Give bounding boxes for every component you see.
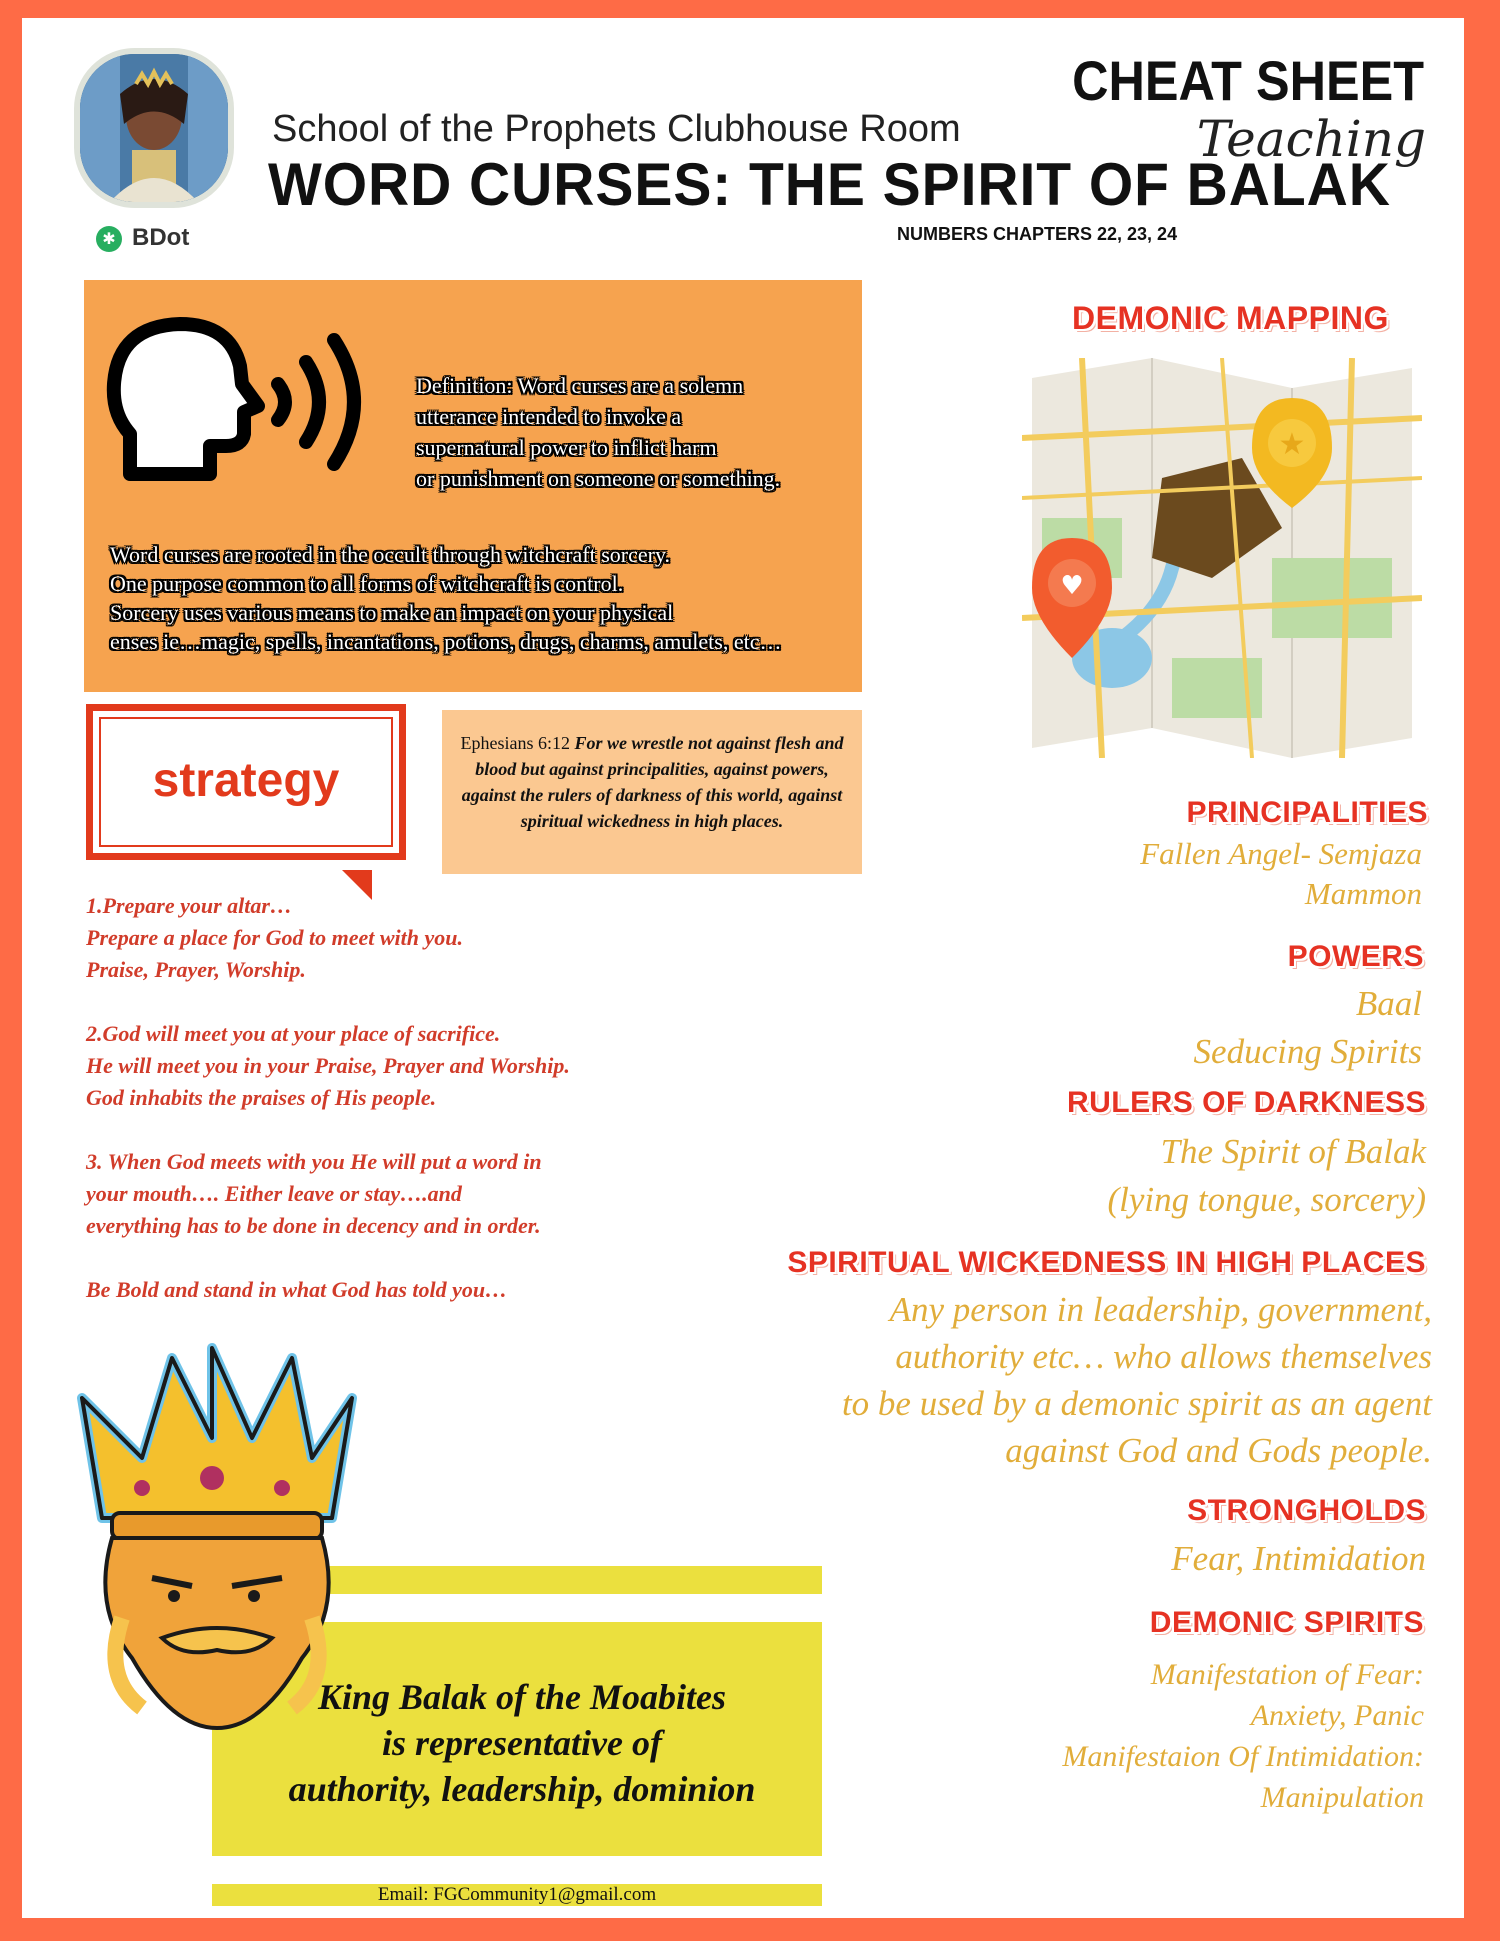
definition-line: supernatural power to inflict harm [416, 435, 717, 460]
page-title: WORD CURSES: THE SPIRIT OF BALAK [268, 151, 1391, 218]
demonic-spirits-list: Manifestation of Fear: Anxiety, Panic Manifestaion Of Intimidation: Manipulation [1062, 1658, 1424, 1814]
step-1: 1.Prepare your altar… Prepare a place for God to meet with you. Praise, Prayer, Worship. [86, 893, 464, 982]
definition-line: or punishment on someone or something. [416, 466, 781, 491]
occult-text [110, 540, 781, 656]
step-3: 3. When God meets with you He will put a word in your mouth…. Either leave or stay….and everything has to be done in decency and in order. [86, 1149, 542, 1238]
speaking-head-icon [102, 314, 402, 484]
wickedness-heading: SPIRITUAL WICKEDNESS IN HIGH PLACES [787, 1246, 1426, 1279]
clubhouse-icon: ✱ [96, 226, 122, 252]
scripture-verse: For we wrestle not against flesh and blood but against principalities, against powers, against the rulers of darkness of this world, against spiritual wickedness in high places. [461, 733, 844, 831]
demonic-spirits-heading: DEMONIC SPIRITS [1149, 1606, 1424, 1639]
svg-text:★: ★ [1278, 427, 1306, 462]
step-2: 2.God will meet you at your place of sacrifice. He will meet you in your Praise, Prayer and Worship. God inhabits the praises of His people. [86, 1021, 570, 1110]
strategy-bubble [86, 704, 406, 860]
rulers-list: The Spirit of Balak (lying tongue, sorcery) [1107, 1132, 1426, 1219]
strongholds-heading: STRONGHOLDS [1187, 1494, 1426, 1527]
powers-heading: POWERS [1287, 940, 1424, 973]
avatar [74, 48, 234, 208]
strategy-label: strategy [152, 754, 340, 807]
king-caption: King Balak of the Moabites is representative of authority, leadership, dominion [288, 1677, 756, 1809]
principalities-heading: PRINCIPALITIES [1186, 796, 1428, 829]
occult-line: Word curses are rooted in the occult through witchcraft sorcery. [110, 542, 671, 567]
rulers-heading: RULERS OF DARKNESS [1066, 1086, 1426, 1119]
svg-text:♥: ♥ [1060, 571, 1084, 601]
cheat-sheet-page [22, 18, 1464, 1918]
avatar-name: BDot [132, 224, 190, 251]
definition-text [416, 370, 780, 494]
step-closing: Be Bold and stand in what God has told you… [86, 1277, 508, 1302]
demonic-mapping-heading: DEMONIC MAPPING [1072, 300, 1389, 336]
occult-line: One purpose common to all forms of witchcraft is control. [110, 571, 624, 596]
chapters-reference: NUMBERS CHAPTERS 22, 23, 24 [897, 224, 1178, 244]
occult-line: enses ie…magic, spells, incantations, potions, drugs, charms, amulets, etc… [110, 629, 782, 654]
strategy-steps [86, 890, 736, 1338]
teaching-script: Teaching [1196, 110, 1426, 168]
occult-line: Sorcery uses various means to make an impact on your physical [110, 600, 674, 625]
wickedness-list: Any person in leadership, government, authority etc… who allows themselves to be used by a demonic spirit as an agent against God and Gods people. [841, 1290, 1432, 1470]
definition-box [84, 280, 862, 692]
definition-line: Definition: Word curses are a solemn [416, 373, 744, 398]
yellow-strip [322, 1566, 822, 1594]
powers-list: Baal Seducing Spirits [1193, 984, 1422, 1071]
contact-email: Email: FGCommunity1@gmail.com [212, 1884, 822, 1906]
strongholds-list: Fear, Intimidation [1171, 1539, 1426, 1578]
scripture-box [442, 710, 862, 874]
scripture-reference: Ephesians 6:12 [460, 733, 570, 753]
cheat-sheet-heading: CHEAT SHEET [1072, 49, 1424, 112]
principalities-list: Fallen Angel- Semjaza Mammon [1140, 836, 1422, 911]
page-subtitle: School of the Prophets Clubhouse Room [272, 108, 961, 150]
definition-line: utterance intended to invoke a [416, 404, 682, 429]
map-icon [1022, 358, 1422, 758]
